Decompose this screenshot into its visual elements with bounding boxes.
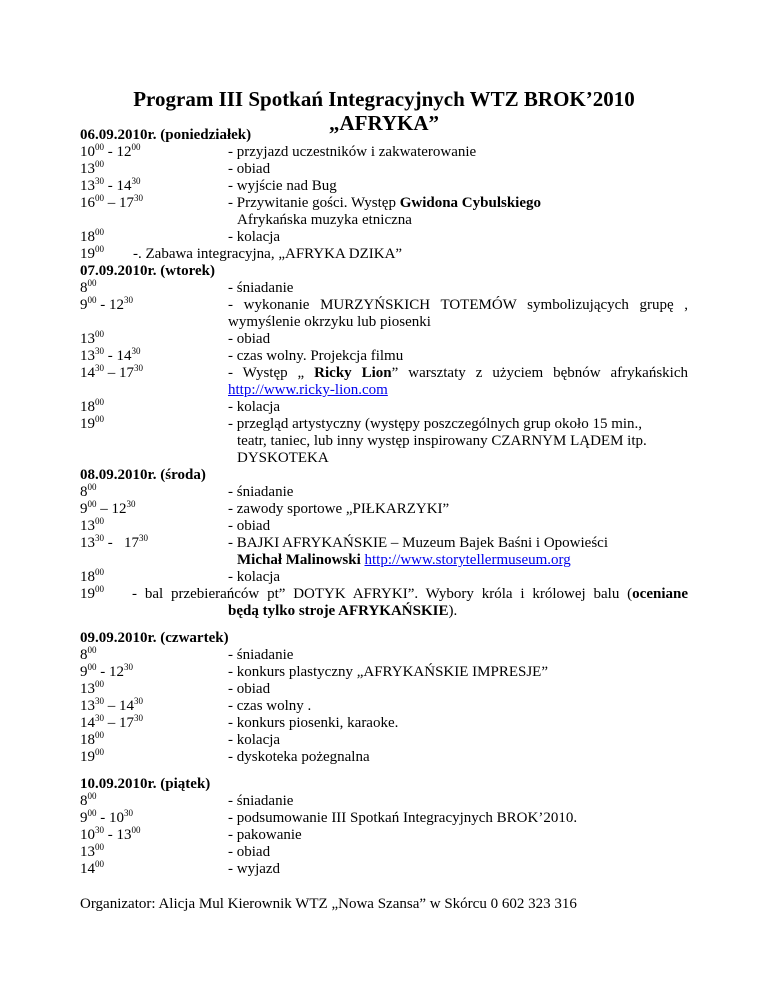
activity-text: - przyjazd uczestników i zakwaterowanie — [228, 144, 477, 160]
activity-text: - podsumowanie III Spotkań Integracyjnych BROK’2010. — [228, 810, 578, 826]
activity-text: - obiad — [228, 844, 271, 860]
activity-text: - dyskoteka pożegnalna — [228, 749, 370, 765]
activity-text: - przegląd artystyczny (występy poszczególnych grup około 15 min., — [228, 416, 643, 432]
performer-name: Gwidona Cybulskiego — [399, 195, 541, 211]
activity-text: - konkurs piosenki, karaoke. — [228, 715, 399, 731]
activity-text: - obiad — [228, 161, 271, 177]
activity-text: - bal przebierańców pt” DOTYK AFRYKI”. Wybory króla i królowej balu (oceniane — [132, 586, 688, 602]
day-header-5: 10.09.2010r. (piątek) — [80, 776, 211, 792]
day-header-3: 08.09.2010r. (środa) — [80, 467, 206, 483]
activity-text: - śniadanie — [228, 793, 294, 809]
activity-text: - kolacja — [228, 399, 281, 415]
time-cell: $19^{00}$ — [80, 414, 104, 432]
activity-text: - kolacja — [228, 229, 281, 245]
guest-name: Michał Malinowski — [237, 552, 361, 568]
activity-text-continued — [228, 382, 388, 399]
time-cell: $13^{30} - 17^{30}$ — [80, 533, 148, 551]
time-cell: $16^{00} - 17^{30}$ — [80, 193, 143, 211]
time-cell: $18^{00}$ — [80, 397, 104, 415]
time-cell: $8^{00}$ — [80, 278, 97, 296]
activity-text-continued: teatr, taniec, lub inny występ inspirowany CZARNYM LĄDEM itp. — [237, 433, 647, 449]
activity-text: - Przywitanie gości. Występ Gwidona Cybulskiego — [228, 195, 541, 211]
time-cell: $14^{00}$ — [80, 859, 104, 877]
time-cell: $13^{30} - 14^{30}$ — [80, 346, 141, 364]
time-cell: $19^{00}$ — [80, 244, 104, 262]
activity-text: - śniadanie — [228, 647, 294, 663]
time-cell: $19^{00}$ — [80, 747, 104, 765]
activity-text: - obiad — [228, 518, 271, 534]
time-cell: $18^{00}$ — [80, 227, 104, 245]
activity-text: - czas wolny. Projekcja filmu — [228, 348, 404, 364]
activity-text: - kolacja — [228, 732, 281, 748]
activity-text: - śniadanie — [228, 280, 294, 296]
time-cell: $19^{00}$ — [80, 584, 104, 602]
time-cell: $8^{00}$ — [80, 791, 97, 809]
bold-text: będą tylko stroje AFRYKAŃSKIE — [228, 603, 449, 619]
time-cell: $14^{30} - 17^{30}$ — [80, 713, 143, 731]
time-cell: $18^{00}$ — [80, 567, 104, 585]
day-header-2: 07.09.2010r. (wtorek) — [80, 263, 215, 279]
ricky-lion-link[interactable]: http://www.ricky-lion.com — [228, 382, 388, 398]
activity-text: -. Zabawa integracyjna, „AFRYKA DZIKA” — [133, 246, 403, 262]
activity-text: - wyjście nad Bug — [228, 178, 337, 194]
day-header-4: 09.09.2010r. (czwartek) — [80, 630, 229, 646]
time-cell: $18^{00}$ — [80, 730, 104, 748]
activity-text: - zawody sportowe „PIŁKARZYKI” — [228, 501, 450, 517]
time-cell: $9^{00} - 12^{30}$ — [80, 295, 133, 313]
performer-name: Ricky Lion — [314, 365, 392, 381]
time-cell: $13^{30} - 14^{30}$ — [80, 696, 143, 714]
time-cell: $13^{30} - 14^{30}$ — [80, 176, 141, 194]
time-cell: $10^{30} - 13^{00}$ — [80, 825, 141, 843]
bold-text: oceniane — [632, 586, 688, 602]
organizer-footer: Organizator: Alicja Mul Kierownik WTZ „Nowa Szansa” w Skórcu 0 602 323 316 — [80, 896, 577, 912]
activity-text: - obiad — [228, 681, 271, 697]
time-cell: $13^{00}$ — [80, 679, 104, 697]
time-cell: $13^{00}$ — [80, 159, 104, 177]
title-line-2: „AFRYKA” — [328, 111, 440, 135]
activity-text: - Występ „ Ricky Lion” warsztaty z użyciem bębnów afrykańskich — [228, 365, 688, 381]
activity-text: - czas wolny . — [228, 698, 312, 714]
time-cell: $14^{30} - 17^{30}$ — [80, 363, 143, 381]
activity-text-continued: DYSKOTEKA — [237, 450, 329, 466]
activity-text: - wykonanie MURZYŃSKICH TOTEMÓW symbolizujących grupę , — [228, 297, 688, 313]
activity-text: - obiad — [228, 331, 271, 347]
activity-text: - wyjazd — [228, 861, 281, 877]
time-cell: $8^{00}$ — [80, 645, 97, 663]
activity-text: - pakowanie — [228, 827, 302, 843]
activity-text: - BAJKI AFRYKAŃSKIE – Muzeum Bajek Baśni i Opowieści — [228, 535, 608, 551]
activity-text-continued: wymyślenie okrzyku lub piosenki — [228, 314, 431, 330]
activity-text-continued — [237, 552, 571, 569]
storyteller-museum-link[interactable]: http://www.storytellermuseum.org — [364, 552, 571, 568]
time-cell: $13^{00}$ — [80, 842, 104, 860]
activity-text: - kolacja — [228, 569, 281, 585]
time-cell: $8^{00}$ — [80, 482, 97, 500]
time-cell: $10^{00} - 12^{00}$ — [80, 142, 141, 160]
time-cell: $9^{00} - 12^{30}$ — [80, 662, 133, 680]
time-cell: $9^{00} - 10^{30}$ — [80, 808, 133, 826]
time-cell: $13^{00}$ — [80, 516, 104, 534]
title-line-1: Program III Spotkań Integracyjnych WTZ BROK’2010 — [133, 87, 635, 111]
activity-text-continued: będą tylko stroje AFRYKAŃSKIE). — [228, 603, 458, 619]
activity-text: - śniadanie — [228, 484, 294, 500]
activity-text-continued: Afrykańska muzyka etniczna — [237, 212, 412, 228]
time-cell: $13^{00}$ — [80, 329, 104, 347]
activity-text: - konkurs plastyczny „AFRYKAŃSKIE IMPRESJE” — [228, 664, 548, 680]
day-header-1: 06.09.2010r. (poniedziałek) — [80, 127, 252, 143]
time-cell: $9^{00} - 12^{30}$ — [80, 499, 136, 517]
